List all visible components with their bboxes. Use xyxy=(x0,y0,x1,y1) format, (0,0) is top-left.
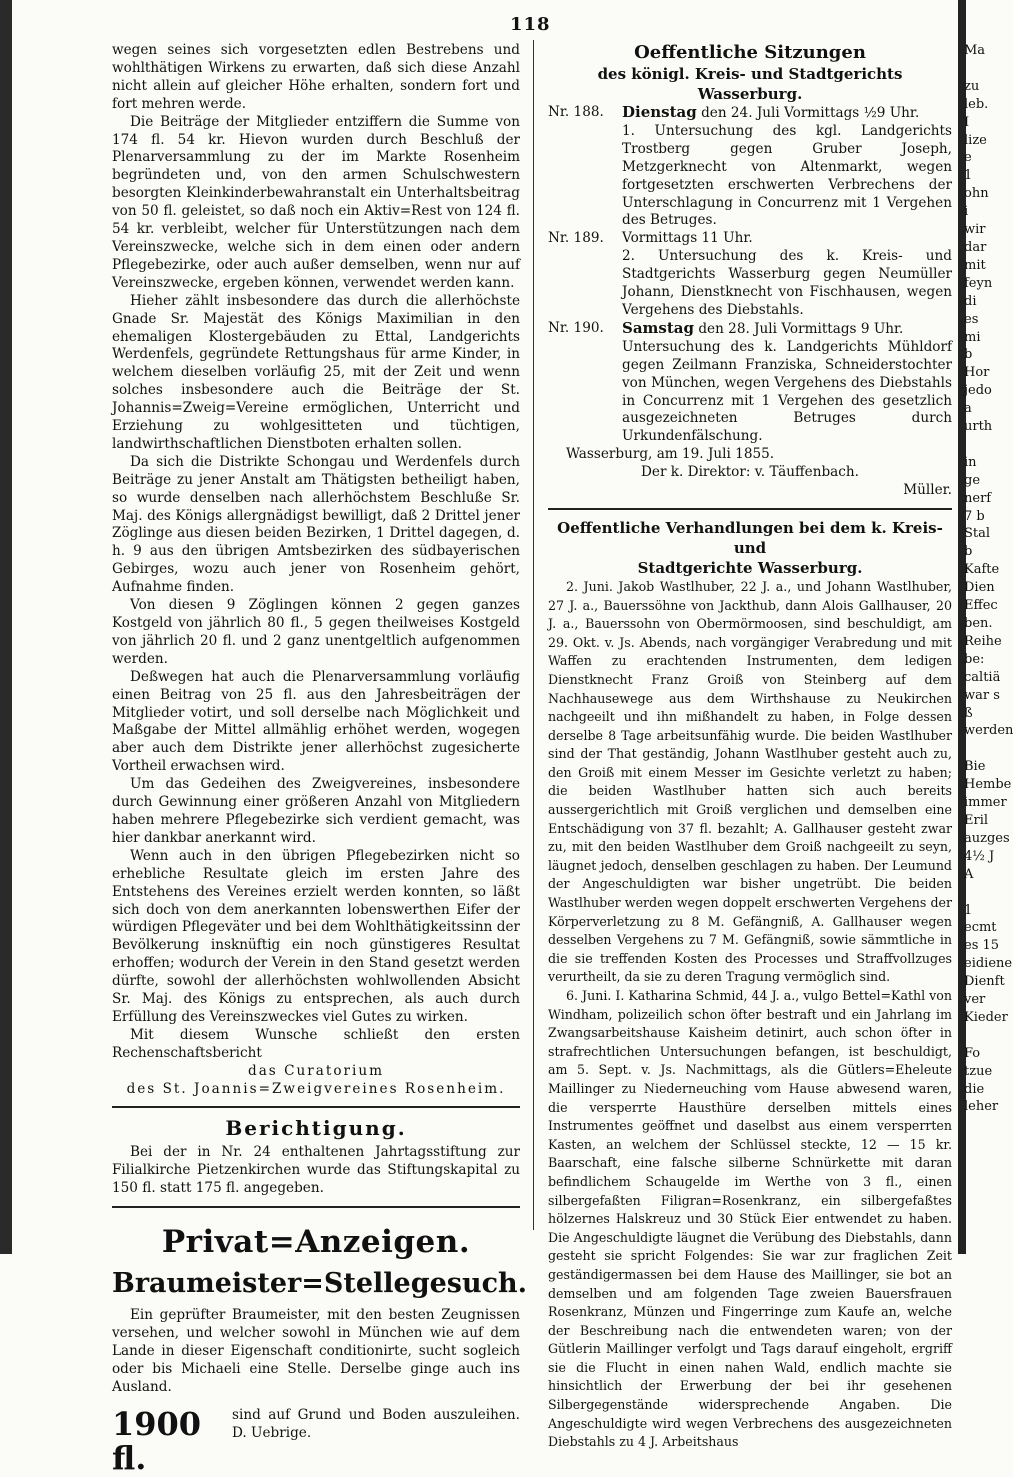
edge-text-fragment: feyn xyxy=(964,275,993,291)
edge-text-fragment: zu xyxy=(964,78,980,94)
negotiations-heading: Oeffentliche Verhandlungen bei dem k. Kreis- und xyxy=(557,518,943,557)
edge-text-fragment: mi xyxy=(964,329,981,345)
left-paragraph: Um das Gedeihen des Zweigvereines, insbesondere durch Gewinnung einer größeren Anzahl von Mitgliedern haben mehrere Pflegebezirke sich verdient gemacht, was hier dankbar anerkannt wird. xyxy=(112,776,520,846)
left-paragraph: Mit diesem Wunsche schließt den ersten Rechenschaftsbericht xyxy=(112,1026,520,1061)
edge-text-fragment: es xyxy=(964,311,979,327)
edge-text-fragment: leher xyxy=(964,1099,999,1115)
edge-text-fragment: Kieder xyxy=(964,1009,1008,1025)
edge-text-fragment: nerf xyxy=(964,490,992,506)
session-entry xyxy=(548,320,952,446)
edge-text-fragment: A xyxy=(964,866,974,882)
edge-text-fragment: b xyxy=(964,544,973,560)
edge-text-fragment: be: xyxy=(964,651,985,667)
correction-text: Bei der in Nr. 24 enthaltenen Jahrtagsstiftung zur Filialkirche Pietzenkirchen wurde das Stiftungskapital zu 150 fl. statt 175 fl. angegeben. xyxy=(112,1144,520,1197)
edge-text-fragment: werden xyxy=(964,723,1013,739)
clerk-signature: Müller. xyxy=(903,482,952,499)
left-paragraph: Hieher zählt insbesondere das durch die allerhöchste Gnade Sr. Majestät des Königs Maximilian in den ehemaligen Klostergebäuden zu Ettal, Landgerichts Werdenfels, gegründete Rettungshaus für arme Kinder, in welchem dieselben vorläufig 25, mit der Zeit und wenn solches insbesondere auch die Beiträge der St. Johannis=Zweig=Vereine ermöglichen, Unterricht und Erziehung zu wohlgesitteten und tüchtigen, landwirthschaftlichen Dienstboten erhalten sollen. xyxy=(112,292,520,452)
edge-text-fragment: jedo xyxy=(964,383,992,399)
edge-text-fragment: Fo xyxy=(964,1045,981,1061)
edge-text-fragment: dar xyxy=(964,239,987,255)
entry-day: Dienstag xyxy=(622,103,697,121)
page-number: 118 xyxy=(510,14,551,35)
entry-text: 1. Untersuchung des kgl. Landgerichts Trostberg gegen Gruber Joseph, Metzgerknecht von Altenmarkt, wegen fortgesetzten erschwerten Verbrechens der Unterschlagung in Concurrenz mit 1 Vergehen des Betruges. xyxy=(622,122,952,229)
session-entry xyxy=(548,104,952,230)
edge-text-fragment: a xyxy=(964,401,972,417)
edge-text-fragment xyxy=(964,1027,1000,1045)
edge-text-fragment: 7 b xyxy=(964,508,985,524)
edge-text-fragment: 1 xyxy=(964,902,973,918)
entry-number: Nr. 189. xyxy=(548,230,604,247)
edge-text-fragment: immer xyxy=(964,795,1007,811)
left-paragraph: Die Beiträge der Mitglieder entziffern die Summe von 174 fl. 54 kr. Hievon wurden durch Beschluß der Plenarversammlung zu der im Markte Rosenheim begründeten und, von den armen Schulschwestern besorgten Kleinkinderbewahranstalt ein Unterhaltsbeitrag von 50 fl. geleistet, so daß noch ein Aktiv=Rest von 124 fl. 54 kr. verbleibt, welcher für Unterstützungen nach dem Vereinszwecke, welche sich in dem einen oder andern Pflegebezirke, oder auch außer demselben, wenn nur auf Vereinszwecke, ergeben können, verwendet werden kann. xyxy=(112,113,520,291)
cases-section xyxy=(548,578,952,1452)
section-divider xyxy=(112,1106,520,1108)
director-signature: Der k. Direktor: v. Täuffenbach. xyxy=(641,464,859,481)
edge-text-fragment: I xyxy=(964,114,970,130)
edge-text-fragment: die xyxy=(964,1081,985,1097)
middle-column xyxy=(548,42,952,1452)
entry-number: Nr. 188. xyxy=(548,104,604,120)
edge-text-fragment: in xyxy=(964,454,977,470)
left-paragraph: Deßwegen hat auch die Plenarversammlung vorläufig einen Beitrag von 25 fl. aus den Jahresbeiträgen der Mitglieder votirt, und soll derselbe nach Möglichkeit und Maßgabe der Mittel allmählig erhöhet werden, wogegen aber auch dem Distrikte jener allerhöchst zugesicherte Vortheil erwachsen wird. xyxy=(112,668,520,775)
edge-text-fragment: Dienft xyxy=(964,974,1005,990)
edge-text-fragment: auzges xyxy=(964,830,1010,846)
edge-text-fragment: ecmt xyxy=(964,920,997,936)
column-rule xyxy=(533,40,534,1230)
case-report: 2. Juni. Jakob Wastlhuber, 22 J. a., und Johann Wastlhuber, 27 J. a., Bauerssöhne von Jackthub, dann Alois Gallhauser, 20 J. a., Bauerssohn von Obermörmoosen, sind beschuldigt, am 29. Okt. v. Js. Abends, nach vorgängiger Verabredung und mit Waffen zu erachtenden Instrumenten, dem ledigen Dienstknecht Franz Groiß von Steinberg auf dem Nachhausewege aus dem Wirthshause zu Neukirchen nachgeeilt und ihn mißhandelt zu haben, in Folge dessen derselbe 8 Tage arbeitsunfähig wurde. Die beiden Wastlhuber sind der That geständig, Johann Wastlhuber gesteht auch zu, den Groiß mit einem Messer im Gesichte verletzt zu haben; die beiden Wastlhuber hatten sich auch bereits aussergerichtlich mit Groiß verglichen und demselben eine Entschädigung von 37 fl. bezahlt; A. Gallhauser gesteht zwar zu, mit den beiden Wastlhuber dem Groiß nachgeeilt zu seyn, läugnet jedoch, denselben geschlagen zu haben. Der Leumund der Angeschuldigten war bisher ungetrübt. Die beiden Wastlhuber werden wegen doppelt erschwerten Vergehens der Körperverletzung zu 8 M. Gefängniß, A. Gallhauser wegen desselben Vergehens zu 7 M. Gefängniß, sowie sämmtliche in die sie treffenden Kosten des Processes und Straffvollzuges verurtheilt, da sie zu deren Tragung vermöglich sind. xyxy=(548,578,952,985)
edge-text-fragment: ß xyxy=(964,705,973,721)
entry-day: Samstag xyxy=(622,318,695,337)
binding-shadow-left xyxy=(0,0,12,1254)
signature-association: des St. Joannis=Zweigvereines Rosenheim. xyxy=(126,1080,506,1097)
left-paragraph: Da sich die Distrikte Schongau und Werdenfels durch Beiträge zu jener Anstalt am Thätigsten betheiligt haben, so wurde denselben nach allerhöchstem Beschluße Sr. Maj. des Königs allergnädigst bewilligt, daß 2 Drittel jener Zöglinge aus diesen beiden Bezirken, 1 Drittel dagegen, d. h. 9 aus den übrigen Amtsbezirken des südbayerischen Gebirges, wozu auch jener von Rosenheim gehört, Aufnahme finden. xyxy=(112,453,520,596)
loan-ad xyxy=(112,1404,520,1477)
edge-text-fragment: i xyxy=(964,204,969,220)
negotiations-heading-line2: Stadtgerichte Wasserburg. xyxy=(637,558,863,577)
next-page-edge xyxy=(964,42,1013,1116)
place-date: Wasserburg, am 19. Juli 1855. xyxy=(566,446,775,463)
edge-text-fragment xyxy=(964,740,1000,758)
edge-text-fragment xyxy=(964,60,1000,78)
edge-text-fragment: Kafte xyxy=(964,562,1000,578)
edge-text-fragment: war s xyxy=(964,687,1000,703)
edge-text-fragment: 4½ J xyxy=(964,848,995,864)
edge-text-fragment: lize xyxy=(964,132,987,148)
entry-date-line xyxy=(622,104,952,123)
edge-text-fragment: ver xyxy=(964,992,986,1008)
edge-text-fragment: 1 xyxy=(964,168,973,184)
edge-text-fragment: ohn xyxy=(964,186,989,202)
edge-text-fragment: Bie xyxy=(964,759,986,775)
edge-text-fragment: Hor xyxy=(964,365,990,381)
edge-text-fragment: di xyxy=(964,293,977,309)
edge-text-fragment: es 15 xyxy=(964,938,1000,954)
entry-date: den 24. Juli Vormittags ½9 Uhr. xyxy=(701,105,920,121)
ad-text: Ein geprüfter Braumeister, mit den besten Zeugnissen versehen, und welcher sowohl in München wie auf dem Lande in dieser Eigenschaft conditionirte, sucht sogleich oder bis Michaeli eine Stelle. Derselbe ginge auch ins Ausland. xyxy=(112,1307,520,1395)
edge-text-fragment: Reihe xyxy=(964,633,1002,649)
edge-text-fragment: Ma xyxy=(964,43,986,58)
session-entry xyxy=(548,230,952,320)
loan-amount: 1900 fl. xyxy=(112,1404,202,1477)
entry-text: Untersuchung des k. Landgerichts Mühldorf gegen Zeilmann Franziska, Schneiderstochter von München, wegen Vergehens des Diebstahls in Concurrenz mit 1 Vergehen des gesetzlich ausgezeichneten Betruges durch Urkundenfälschung. xyxy=(622,338,952,445)
edge-text-fragment: tzue xyxy=(964,1063,993,1079)
entry-text: 2. Untersuchung des k. Kreis- und Stadtgerichts Wasserburg gegen Neumüller Johann, Dienstknecht von Fischhausen, wegen Vergehens des Diebstahls. xyxy=(622,248,952,318)
edge-text-fragment: wir xyxy=(964,222,986,238)
edge-text-fragment xyxy=(964,436,1000,454)
edge-text-fragment: Eril xyxy=(964,812,989,828)
case-report: 6. Juni. I. Katharina Schmid, 44 J. a., vulgo Bettel=Kathl von Windham, polizeilich schon öfter bestraft und ein Jahrlang im Zwangsarbeitshause Kaisheim detinirt, auch schon öfter in strafrechtlichen Untersuchungen befangen, ist beschuldigt, am 5. Sept. v. Js. Nachmittags, als die Gütlers=Eheleute Maillinger zu Niederneuching vom Hause abwesend waren, die versperrte Hausthüre derselben mittels eines Instrumentes geöffnet und daselbst aus einem versperrten Kasten, an welchem der Schlüssel steckte, 12 — 15 kr. Baarschaft, eine falsche silberne Schnürkette mit daran befindlichem Schaugelde im Werthe von 3 fl., einen silbergefaßten Filigran=Rosenkranz, ein silbergefaßtes hölzernes Halskreuz und 30 Stück Eier entwendet zu haben. Die Angeschuldigte läugnet die Verübung des Diebstahls, dann gesteht sie spricht Folgendes: Sie war zur fraglichen Zeit geständigermassen bei dem Hause des Maillinger, sie bot an demselben und am folgenden Tage zweien Bauersfrauen Rosenkranz, Münzen und Fingerringe zum Kaufe an, welche der Beschreibung nach die entwendeten waren; von der Gütlerin Maillinger verfolgt und Tags darauf eingeholt, ergriff sie die Flucht in einen nahen Wald, endlich machte sie hinsichtlich der Erwerbung der bei ihr gesehenen Silbergegenstände widersprechende Angaben. Die Angeschuldigte wird wegen Verbrechens des ausgezeichneten Diebstahls zu 4 J. Arbeitshaus xyxy=(548,988,952,1450)
entry-date-line xyxy=(622,320,952,339)
left-paragraph: wegen seines sich vorgesetzten edlen Bestrebens und wohlthätigen Wirkens zu erwarten, daß sich diese Anzahl nicht allein auf gleicher Höhe erhalten, sondern fort und fort mehren werde. xyxy=(112,42,520,112)
edge-text-fragment: ben. xyxy=(964,616,993,631)
edge-text-fragment: Dien xyxy=(964,580,995,596)
edge-text-fragment: mit xyxy=(964,257,986,273)
edge-text-fragment: urth xyxy=(964,419,993,435)
ad-heading: Braumeister=Stellegesuch. xyxy=(112,1268,528,1300)
loan-text: sind auf Grund und Boden auszuleihen. D. Uebrige. xyxy=(232,1406,520,1441)
edge-text-fragment: e xyxy=(964,150,972,166)
edge-text-fragment xyxy=(964,884,1000,902)
correction-heading: Berichtigung. xyxy=(225,1116,407,1141)
private-ads-heading: Privat=Anzeigen. xyxy=(161,1224,471,1261)
edge-text-fragment: leb. xyxy=(964,96,989,112)
section-divider xyxy=(112,1206,520,1208)
sessions-heading: Oeffentliche Sitzungen xyxy=(634,42,866,63)
left-paragraph: Wenn auch in den übrigen Pflegebezirken nicht so erhebliche Resultate gleich im ersten Jahre des Entstehens des Vereines erzielt werden konnten, so läßt sich doch von dem anerkannten lobenswerthen Eifer der würdigen Pflegeväter und bei dem Wohlthätigkeitssinn der Bevölkerung insknüftig ein noch günstigeres Resultat erhoffen; wodurch der Verein in den Stand gesetzt werden dürfte, sowohl der allerhöchsten wohlwollenden Absicht Sr. Maj. des Königs zu entsprechen, als auch durch Erfüllung des Vereinszweckes viel Gutes zu wirken. xyxy=(112,847,520,1025)
left-column xyxy=(112,42,528,1477)
edge-text-fragment: Hembe xyxy=(964,777,1012,793)
entry-date: Vormittags 11 Uhr. xyxy=(622,230,753,247)
left-paragraph: Von diesen 9 Zöglingen können 2 gegen ganzes Kostgeld von jährlich 80 fl., 5 gegen theilweises Kostgeld von jährlich 20 fl. und 2 ganz unentgeltlich aufgenommen werden. xyxy=(112,597,520,667)
entry-date: den 28. Juli Vormittags 9 Uhr. xyxy=(698,320,904,337)
edge-text-fragment: Stal xyxy=(964,526,991,542)
entry-number: Nr. 190. xyxy=(548,319,604,336)
edge-text-fragment: eidiene xyxy=(964,956,1013,972)
edge-text-fragment: caltiä xyxy=(964,669,1001,685)
edge-text-fragment: ge xyxy=(964,472,981,488)
section-divider xyxy=(548,508,952,510)
edge-text-fragment: b xyxy=(964,347,973,363)
signature-curatorium: das Curatorium xyxy=(248,1062,384,1079)
sessions-subheading: des königl. Kreis- und Stadtgerichts Wasserburg. xyxy=(597,65,903,103)
edge-text-fragment: Effec xyxy=(964,598,998,614)
